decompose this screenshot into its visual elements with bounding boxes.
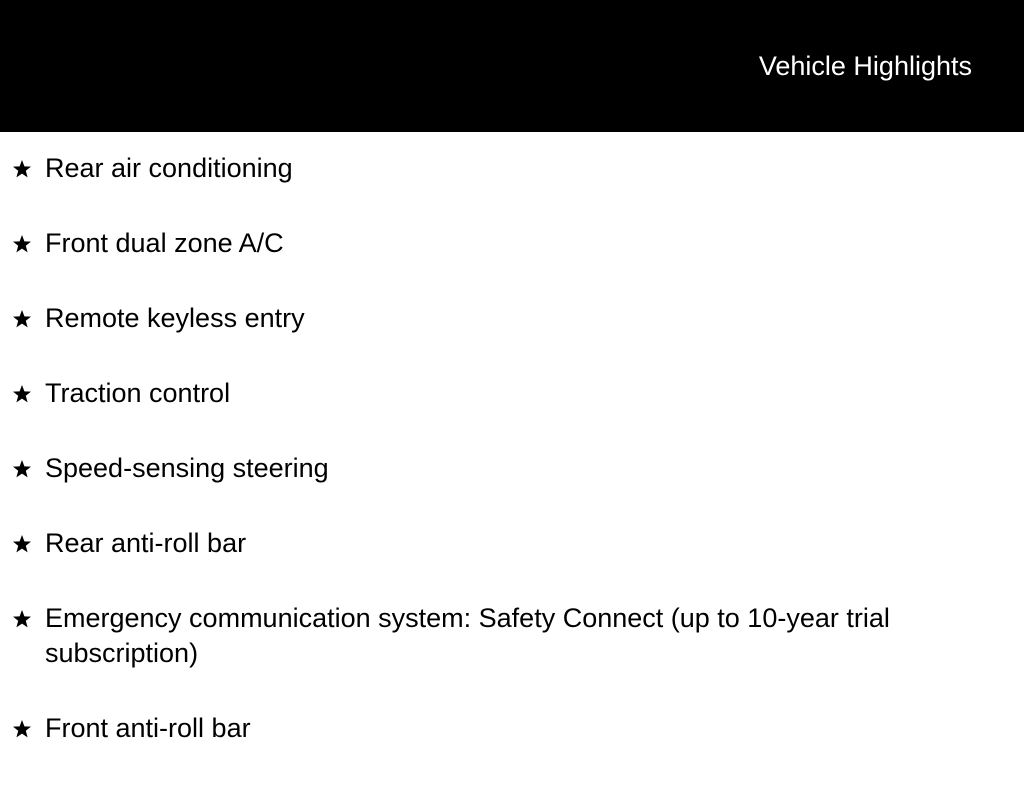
list-item bbox=[0, 451, 1024, 486]
page-title: Vehicle Highlights bbox=[758, 51, 972, 81]
list-item bbox=[0, 601, 1024, 671]
list-item bbox=[0, 526, 1024, 561]
list-item-label: Rear anti-roll bar bbox=[45, 528, 247, 558]
list-item bbox=[0, 226, 1024, 261]
list-item-label: Speed-sensing steering bbox=[45, 453, 329, 483]
header-bar bbox=[0, 0, 1024, 132]
list-item-label: Rear air conditioning bbox=[45, 153, 293, 183]
list-item-label: Traction control bbox=[45, 378, 231, 408]
list-item bbox=[0, 376, 1024, 411]
list-item-label: Front anti-roll bar bbox=[45, 713, 251, 743]
list-item-label: Remote keyless entry bbox=[45, 303, 305, 333]
list-item bbox=[0, 151, 1024, 186]
highlights-list bbox=[0, 151, 1024, 786]
list-item bbox=[0, 711, 1024, 746]
list-item-label: Front dual zone A/C bbox=[45, 228, 284, 258]
list-item bbox=[0, 301, 1024, 336]
list-item-label: Emergency communication system: Safety Connect (up to 10-year trial subscription) bbox=[45, 603, 890, 668]
